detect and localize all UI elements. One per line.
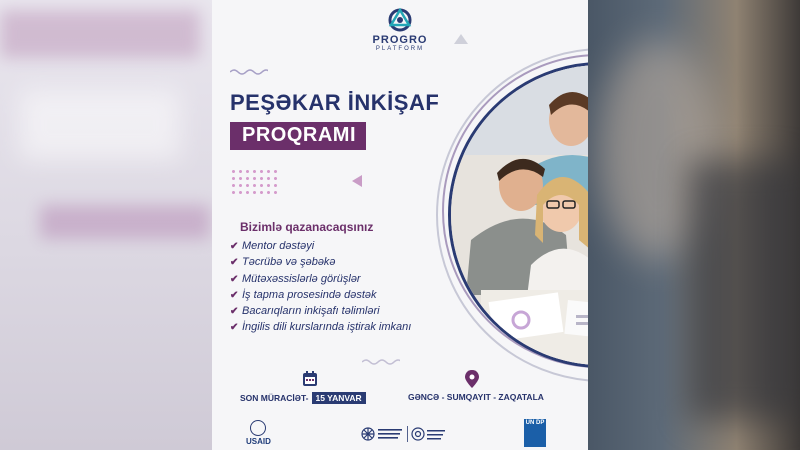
deadline-date: 15 YANVAR <box>312 392 366 404</box>
deadline <box>240 392 366 404</box>
usaid-seal-icon <box>250 420 266 436</box>
benefits-heading: Bizimlə qazanacaqsınız <box>240 220 374 234</box>
blurred-background-left <box>0 0 212 450</box>
team-photo <box>448 62 588 368</box>
calendar-icon <box>302 371 318 387</box>
list-item <box>230 238 411 254</box>
checkmark-icon: ✔ <box>230 322 239 334</box>
decor-squiggle <box>230 68 268 76</box>
usaid-text: USAID <box>246 437 271 446</box>
checkmark-icon: ✔ <box>230 241 239 252</box>
list-item <box>230 287 411 303</box>
checkmark-icon: ✔ <box>230 306 239 318</box>
benefit-text: İngilis dili kurslarında iştirak imkanı <box>242 321 412 334</box>
benefits-list <box>230 238 411 336</box>
benefit-text: İş tapma prosesində dəstək <box>242 288 377 301</box>
deadline-label: SON MÜRACİƏT- <box>240 393 309 403</box>
cities: GƏNCƏ - SUMQAYIT - ZAQATALA <box>408 392 544 402</box>
benefit-text: Mütəxəssislərlə görüşlər <box>242 272 361 285</box>
checkmark-icon: ✔ <box>230 289 239 301</box>
benefit-text: Bacarıqların inkişafı təlimləri <box>242 305 380 318</box>
location-pin-icon <box>465 370 479 388</box>
logo-name: PROGRO <box>372 34 428 46</box>
headline-line2: PROQRAMI <box>230 122 366 150</box>
government-logos <box>360 424 450 444</box>
decor-squiggle <box>362 358 400 366</box>
usaid-logo <box>246 420 271 446</box>
progro-logo-icon <box>387 8 413 32</box>
list-item <box>230 303 411 319</box>
checkmark-icon: ✔ <box>230 273 239 285</box>
benefit-text: Təcrübə və şəbəkə <box>242 256 336 269</box>
logo-subtitle: PLATFORM <box>375 46 425 52</box>
list-item <box>230 254 411 270</box>
decor-dot-grid <box>230 168 280 198</box>
info-row <box>212 368 588 408</box>
decor-triangle <box>352 175 362 187</box>
list-item <box>230 271 411 287</box>
undp-logo: UN DP <box>524 419 546 447</box>
blurred-background-right <box>588 0 800 450</box>
headline-line1: PEŞƏKAR İNKİŞAF <box>230 90 440 115</box>
benefit-text: Mentor dəstəyi <box>242 240 315 252</box>
checkmark-icon: ✔ <box>230 257 239 269</box>
partner-logos <box>212 414 588 450</box>
progro-logo <box>212 8 588 52</box>
list-item <box>230 319 411 335</box>
poster <box>212 0 588 450</box>
